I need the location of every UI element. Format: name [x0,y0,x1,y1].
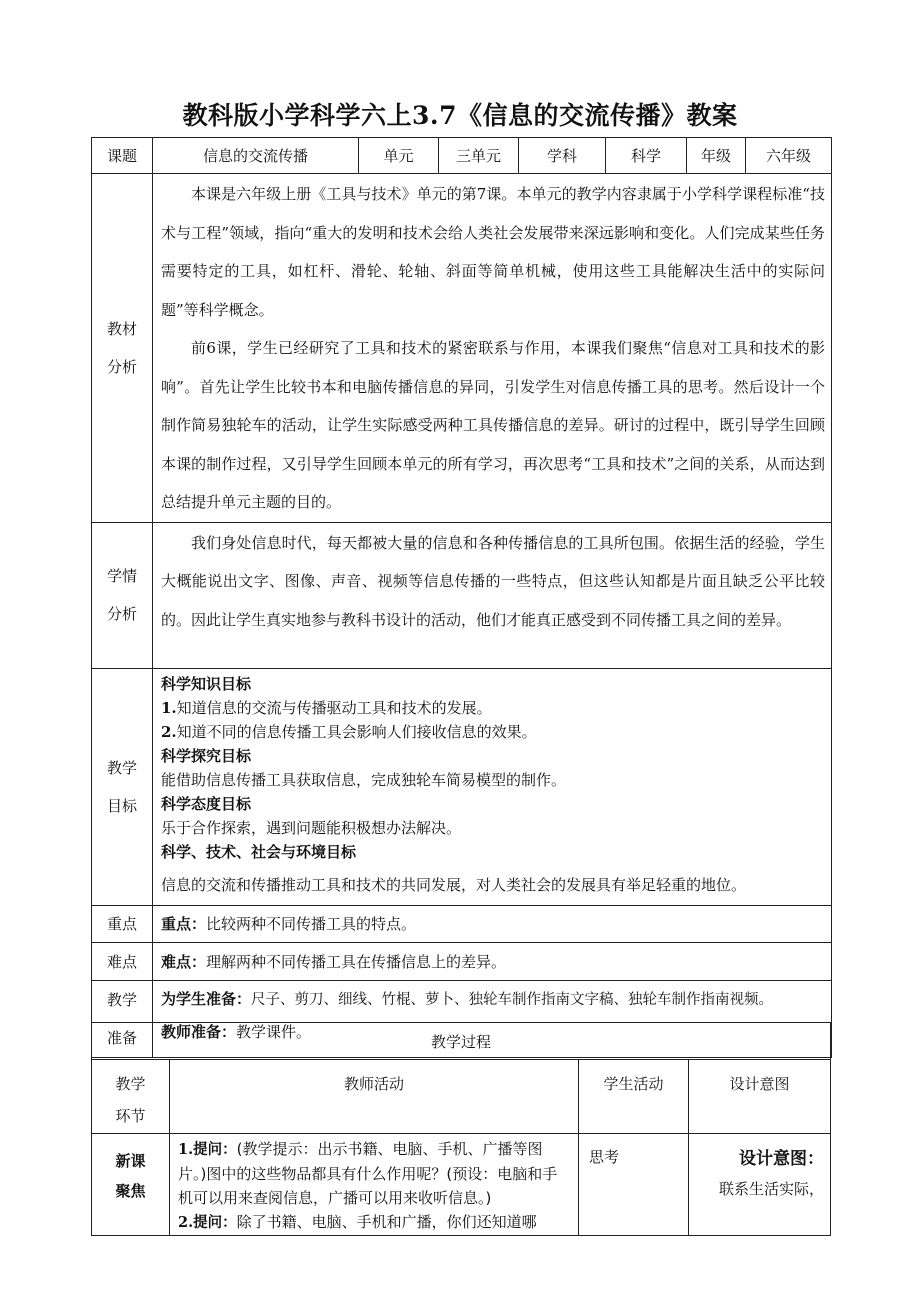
goal-item-4: 乐于合作探索，遇到问题能积极想办法解决。 [161,818,462,837]
prep-label: 教学 准备 [92,980,153,1057]
difficulty-row [92,942,832,980]
prep-teacher-bold: 教师准备： [161,1022,237,1041]
key-row [92,905,832,942]
col-student: 学生活动 [579,1060,689,1134]
question-2-bold: 2.提问： [178,1214,237,1231]
goal-number-2: 2. [161,722,177,741]
question-1-bold: 1.提问： [178,1141,237,1158]
question-2-text: 除了书籍、电脑、手机和广播，你们还知道哪 [236,1213,537,1231]
teaching-process-table [91,1022,831,1236]
key-text: 比较两种不同传播工具的特点。 [206,915,417,933]
goals-label: 教学 目标 [92,668,153,905]
col-stage: 教学 环节 [92,1060,170,1134]
goal-heading-stse: 科学、技术、社会与环境目标 [161,842,357,861]
col-intent: 设计意图 [689,1060,831,1134]
unit-value: 三单元 [439,138,519,174]
key-content [153,905,832,942]
goal-heading-inquiry: 科学探究目标 [161,746,252,765]
goal-number-1: 1. [161,698,177,717]
grade-label: 年级 [687,138,746,174]
key-label: 重点 [92,905,153,942]
material-paragraph-1: 本课是六年级上册《工具与技术》单元的第7课。本单元的教学内容隶属于小学科学课程标准“技术与工程”领域，指向“重大的发明和技术会给人类社会发展带来深远影响和变化。人们完成某些任务需要特定的工具，如杠杆、滑轮、轮轴、斜面等简单机械，使用这些工具能解决生活中的实际问题”等科学概念。 [161,185,825,319]
students-paragraph: 我们身处信息时代，每天都被大量的信息和各种传播信息的工具所包围。依据生活的经验，学生大概能说出文字、图像、声音、视频等信息传播的一些特点，但这些认知都是片面且缺乏公平比较的。因此让学生真实地参与教科书设计的活动，他们才能真正感受到不同传播工具之间的差异。 [161,533,825,629]
prep-student-text: 尺子、剪刀、细线、竹棍、萝卜、独轮车制作指南文字稿、独轮车制作指南视频。 [251,991,774,1008]
col-teacher: 教师活动 [170,1060,579,1134]
stage-new-lesson: 新课 聚焦 [92,1134,170,1236]
intent-bold: 设计意图： [739,1149,825,1169]
students-content [153,522,832,668]
difficulty-text: 理解两种不同传播工具在传播信息上的差异。 [206,952,507,971]
goal-heading-attitude: 科学态度目标 [161,794,252,813]
goal-heading-knowledge: 科学知识目标 [161,674,252,693]
lesson-value: 信息的交流传播 [153,138,359,174]
material-row [92,174,832,523]
lesson-info-table [91,137,832,1058]
process-title: 教学过程 [92,1023,831,1060]
teacher-activity [170,1134,579,1236]
subject-value: 科学 [606,138,687,174]
difficulty-bold: 难点： [161,952,207,971]
prep-teacher-text: 教学课件。 [236,1022,312,1041]
process-row-new-lesson [92,1134,831,1236]
goal-item-2: 知道不同的信息传播工具会影响人们接收信息的效果。 [176,722,537,741]
goals-row [92,668,832,905]
goal-item-1: 知道信息的交流与传播驱动工具和技术的发展。 [176,698,492,717]
question-1-text: (教学提示：出示书籍、电脑、手机、广播等图片。)图中的这些物品都具有什么作用呢？(预设：电脑和手机可以用来查阅信息，广播可以用来收听信息。) [178,1140,558,1207]
material-label: 教材 分析 [92,174,153,523]
header-row [92,138,832,174]
design-intent [689,1134,831,1236]
document-title: 教科版小学科学六上3.7《信息的交流传播》教案 [182,101,738,130]
process-column-headers [92,1060,831,1134]
students-label: 学情 分析 [92,522,153,668]
goals-content [153,668,832,905]
lesson-label: 课题 [92,138,153,174]
key-bold: 重点： [161,915,207,933]
grade-value: 六年级 [746,138,832,174]
unit-label: 单元 [359,138,439,174]
difficulty-label: 难点 [92,942,153,980]
material-content [153,174,832,523]
goal-item-5: 信息的交流和传播推动工具和技术的共同发展，对人类社会的发展具有举足轻重的地位。 [161,875,747,894]
difficulty-content [153,942,832,980]
material-paragraph-2: 前6课，学生已经研究了工具和技术的紧密联系与作用，本课我们聚焦“信息对工具和技术的影响”。首先让学生比较书本和电脑传播信息的异同，引发学生对信息传播工具的思考。然后设计一个制作简易独轮车的活动，让学生实际感受两种工具传播信息的差异。研讨的过程中，既引导学生回顾本课的制作过程，又引导学生回顾本单元的所有学习，再次思考“工具和技术”之间的关系，从而达到总结提升单元主题的目的。 [161,339,825,511]
subject-label: 学科 [519,138,606,174]
process-title-row [92,1023,831,1060]
goal-item-3: 能借助信息传播工具获取信息，完成独轮车简易模型的制作。 [161,770,567,789]
prep-student-bold: 为学生准备： [161,989,252,1008]
student-activity: 思考 [579,1134,689,1236]
students-row [92,522,832,668]
intent-text: 联系生活实际， [719,1180,825,1198]
